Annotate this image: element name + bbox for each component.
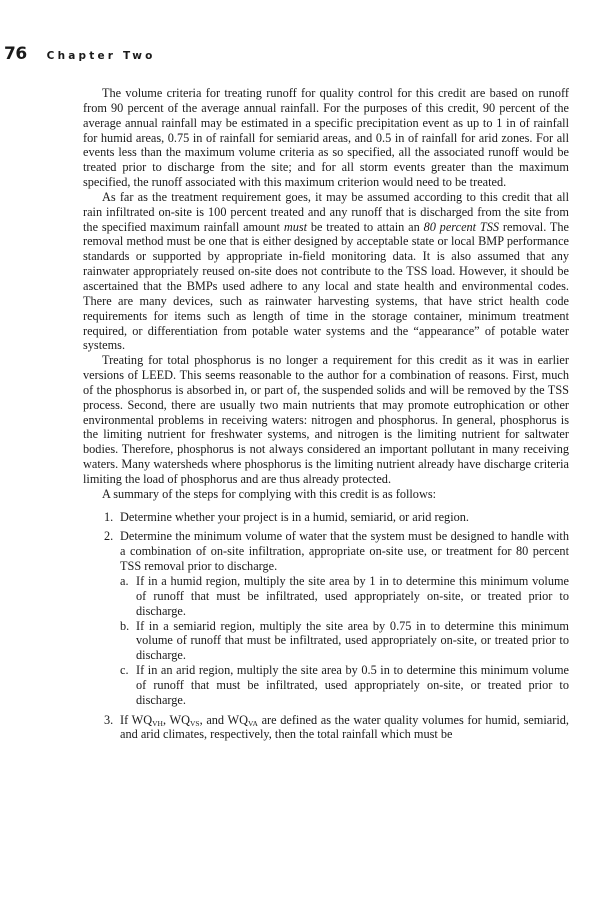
symbol-base: WQ bbox=[131, 712, 153, 727]
symbol-wq-va bbox=[228, 713, 258, 727]
step-number: 2. bbox=[104, 529, 114, 544]
substep-text: If in an arid region, multiply the site area by 0.5 in to determine this minimum volume of runoff that must be infiltrated, used appropriately on-site, or treated prior to discharge. bbox=[136, 663, 569, 707]
chapter-title: Chapter Two bbox=[46, 50, 156, 62]
step-item bbox=[83, 510, 569, 525]
symbol-subscript: VA bbox=[248, 718, 258, 728]
symbol-subscript: VH bbox=[152, 718, 163, 728]
symbol-base: WQ bbox=[169, 712, 190, 727]
substep-letter: a. bbox=[120, 574, 129, 588]
substep-item bbox=[120, 663, 569, 708]
steps-list bbox=[83, 510, 569, 743]
step-text: Determine whether your project is in a humid, semiarid, or arid region. bbox=[120, 509, 469, 524]
paragraph-summary-intro: A summary of the steps for complying with this credit is as follows: bbox=[102, 486, 437, 501]
text-segment: As far as the treatment requirement goes, it may be assumed according to this credit that all rain infiltrated on-site is 100 percent treated and any runoff that is discharged from the site from the specified maximum rainfall amount bbox=[83, 189, 569, 234]
symbol-wq-vh bbox=[132, 713, 163, 727]
step-item bbox=[83, 529, 569, 707]
emphasis-tss: 80 percent TSS bbox=[423, 219, 500, 234]
paragraph-treatment-requirement bbox=[83, 190, 569, 353]
text-segment: removal. The removal method must be one that is either designed by acceptable state or local BMP performance standards or supported by appropriate in-field monitoring data. It is also assumed that any rainwater appropriately reused on-site does not contribute to the TSS load. However, it should be ascertained that the BMPs used adhere to any local and state health and environmental codes. There are many devices, such as rainwater harvesting systems, that have strict health code requirements for items such as length of time in the storage container, minimum treatment required, or differentiation from potable water systems and the “appearance” of potable water systems. bbox=[83, 219, 569, 353]
substep-item bbox=[120, 574, 569, 619]
substep-text: If in a semiarid region, multiply the site area by 0.75 in to determine this minimum volume of runoff that must be infiltrated, used appropriately on-site, or treated prior to discharge. bbox=[136, 618, 569, 663]
symbol-subscript: VS bbox=[190, 718, 200, 728]
emphasis-must: must bbox=[283, 219, 308, 234]
substep-text: If in a humid region, multiply the site area by 1 in to determine this minimum volume of runoff that must be infiltrated, used appropriately on-site, or treated prior to discharge. bbox=[136, 574, 569, 618]
text-segment: If bbox=[120, 712, 129, 727]
substeps-list bbox=[120, 574, 569, 708]
body-text bbox=[83, 86, 569, 747]
text-segment: be treated to attain an bbox=[310, 219, 420, 234]
paragraph-volume-criteria: The volume criteria for treating runoff for quality control for this credit are based on runoff from 90 percent of the average annual rainfall. For the purposes of this credit, 90 percent of the average annual rainfall may be estimated in a specific precipitation event as up to 1 in of rainfall for humid areas, 0.75 in of rainfall for semiarid areas, and 0.5 in of rainfall for arid zones. For all events less than the maximum volume criteria as so specified, all the associated runoff would be treated prior to discharge from the site; and for all storm events greater than the maximum specified, the runoff associated with this maximum criterion would need to be treated. bbox=[83, 86, 569, 190]
text-segment: and bbox=[206, 712, 225, 727]
running-header bbox=[4, 44, 156, 64]
symbol-base: WQ bbox=[227, 712, 249, 727]
text-segment: are defined as the water quality volumes for humid, semiarid, and arid climates, respectively, then the total rainfall which must be bbox=[120, 712, 569, 742]
page-number: 76 bbox=[4, 44, 27, 64]
step-text: Determine the minimum volume of water that the system must be designed to handle with a combination of on-site infiltration, appropriate on-site use, or treatment for 80 percent TSS removal prior to discharge. bbox=[120, 529, 569, 574]
step-number: 3. bbox=[104, 712, 114, 727]
substep-letter: c. bbox=[120, 663, 129, 678]
step-item bbox=[83, 713, 569, 743]
symbol-wq-vs bbox=[170, 713, 200, 727]
step-text: If $WQ_{VH}$, $WQ_{VS}$, and $WQ_{VA}$ are defined as the water quality volumes for humid, semiarid, and arid climates, respectively, then the total rainfall which must be bbox=[120, 712, 569, 742]
step-number: 1. bbox=[104, 509, 114, 524]
substep-letter: b. bbox=[120, 618, 130, 633]
paragraph-phosphorus: Treating for total phosphorus is no longer a requirement for this credit as it was in earlier versions of LEED. This seems reasonable to the author for a combination of reasons. First, much of the phosphorus is absorbed in, or part of, the suspended solids and will be removed by the TSS process. Second, there are usually two main nutrients that may promote eutrophication or other environmental problems in receiving waters: nitrogen and phosphorus. In general, phosphorus is the limiting nutrient for freshwater systems, and nitrogen is the limiting nutrient for saltwater bodies. Therefore, phosphorus is not always considered an important pollutant in many receiving waters. Many watersheds where phosphorus is the limiting nutrient already have discharge criteria limiting the load of phosphorus and are thus already protected. bbox=[83, 353, 569, 486]
substep-item bbox=[120, 619, 569, 664]
